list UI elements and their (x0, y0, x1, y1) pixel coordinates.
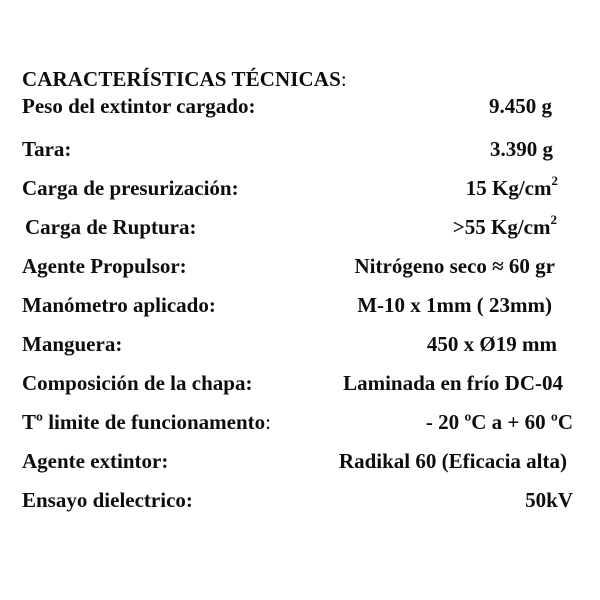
spec-value-text: 9.450 g (489, 94, 552, 118)
spec-row (0, 448, 600, 474)
spec-row (0, 175, 600, 201)
spec-label (22, 370, 252, 396)
spec-value (343, 370, 563, 396)
spec-label-text: Agente extintor: (22, 449, 169, 473)
spec-value-text: M-10 x 1mm ( 23mm) (357, 293, 552, 317)
spec-label (22, 409, 271, 435)
spec-value-text: 15 Kg/cm (465, 176, 552, 200)
spec-label-text: Carga de presurización: (22, 176, 239, 200)
spec-label-text: Agente Propulsor: (22, 254, 187, 278)
spec-value-text: Laminada en frío DC-04 (343, 371, 563, 395)
spec-value (525, 487, 573, 513)
spec-label (25, 214, 197, 240)
spec-value-text: Radikal 60 (Eficacia alta) (338, 449, 567, 473)
spec-value (489, 93, 552, 119)
spec-value (339, 448, 567, 474)
spec-label-text: Manguera: (22, 332, 123, 356)
spec-value (466, 175, 558, 201)
spec-label (22, 292, 216, 318)
spec-label (22, 253, 187, 279)
spec-value (355, 253, 555, 279)
spec-value-superscript: 2 (551, 173, 558, 188)
spec-label (22, 487, 193, 513)
spec-label-text: Carga de Ruptura: (25, 215, 197, 239)
spec-row (0, 292, 600, 318)
spec-label (22, 448, 168, 474)
spec-value (427, 331, 557, 357)
spec-row (0, 136, 600, 162)
spec-label-text: Manómetro aplicado: (22, 293, 216, 317)
spec-value-text: 3.390 g (490, 137, 553, 161)
spec-label-text: Composición de la chapa: (22, 371, 253, 395)
spec-value (426, 409, 573, 435)
spec-row (0, 487, 600, 513)
spec-row (0, 93, 600, 119)
spec-label (22, 93, 255, 119)
section-title (22, 67, 347, 91)
spec-value (490, 136, 553, 162)
spec-label (22, 331, 122, 357)
spec-row (0, 253, 600, 279)
spec-row (0, 409, 600, 435)
section-title-colon: : (340, 67, 347, 91)
spec-row (0, 370, 600, 396)
spec-value (357, 292, 552, 318)
spec-value-superscript: 2 (550, 212, 557, 227)
spec-label (22, 175, 239, 201)
spec-row (0, 214, 600, 240)
spec-value (453, 214, 557, 240)
spec-label-text: Ensayo dielectrico: (22, 488, 193, 512)
spec-label-text: Peso del extintor cargado: (22, 94, 256, 118)
section-title-text: CARACTERÍSTICAS TÉCNICAS (22, 67, 341, 91)
spec-label (22, 136, 71, 162)
spec-value-text: - 20 ºC a + 60 ºC (425, 410, 573, 434)
spec-value-text: >55 Kg/cm (452, 215, 551, 239)
spec-label-colon: : (265, 410, 272, 434)
spec-value-text: Nitrógeno seco ≈ 60 gr (354, 254, 555, 278)
spec-value-text: 450 x Ø19 mm (426, 332, 557, 356)
spec-row (0, 331, 600, 357)
spec-value-text: 50kV (525, 488, 573, 512)
spec-label-text: Tº limite de funcionamento (22, 410, 266, 434)
spec-label-text: Tara: (22, 137, 72, 161)
